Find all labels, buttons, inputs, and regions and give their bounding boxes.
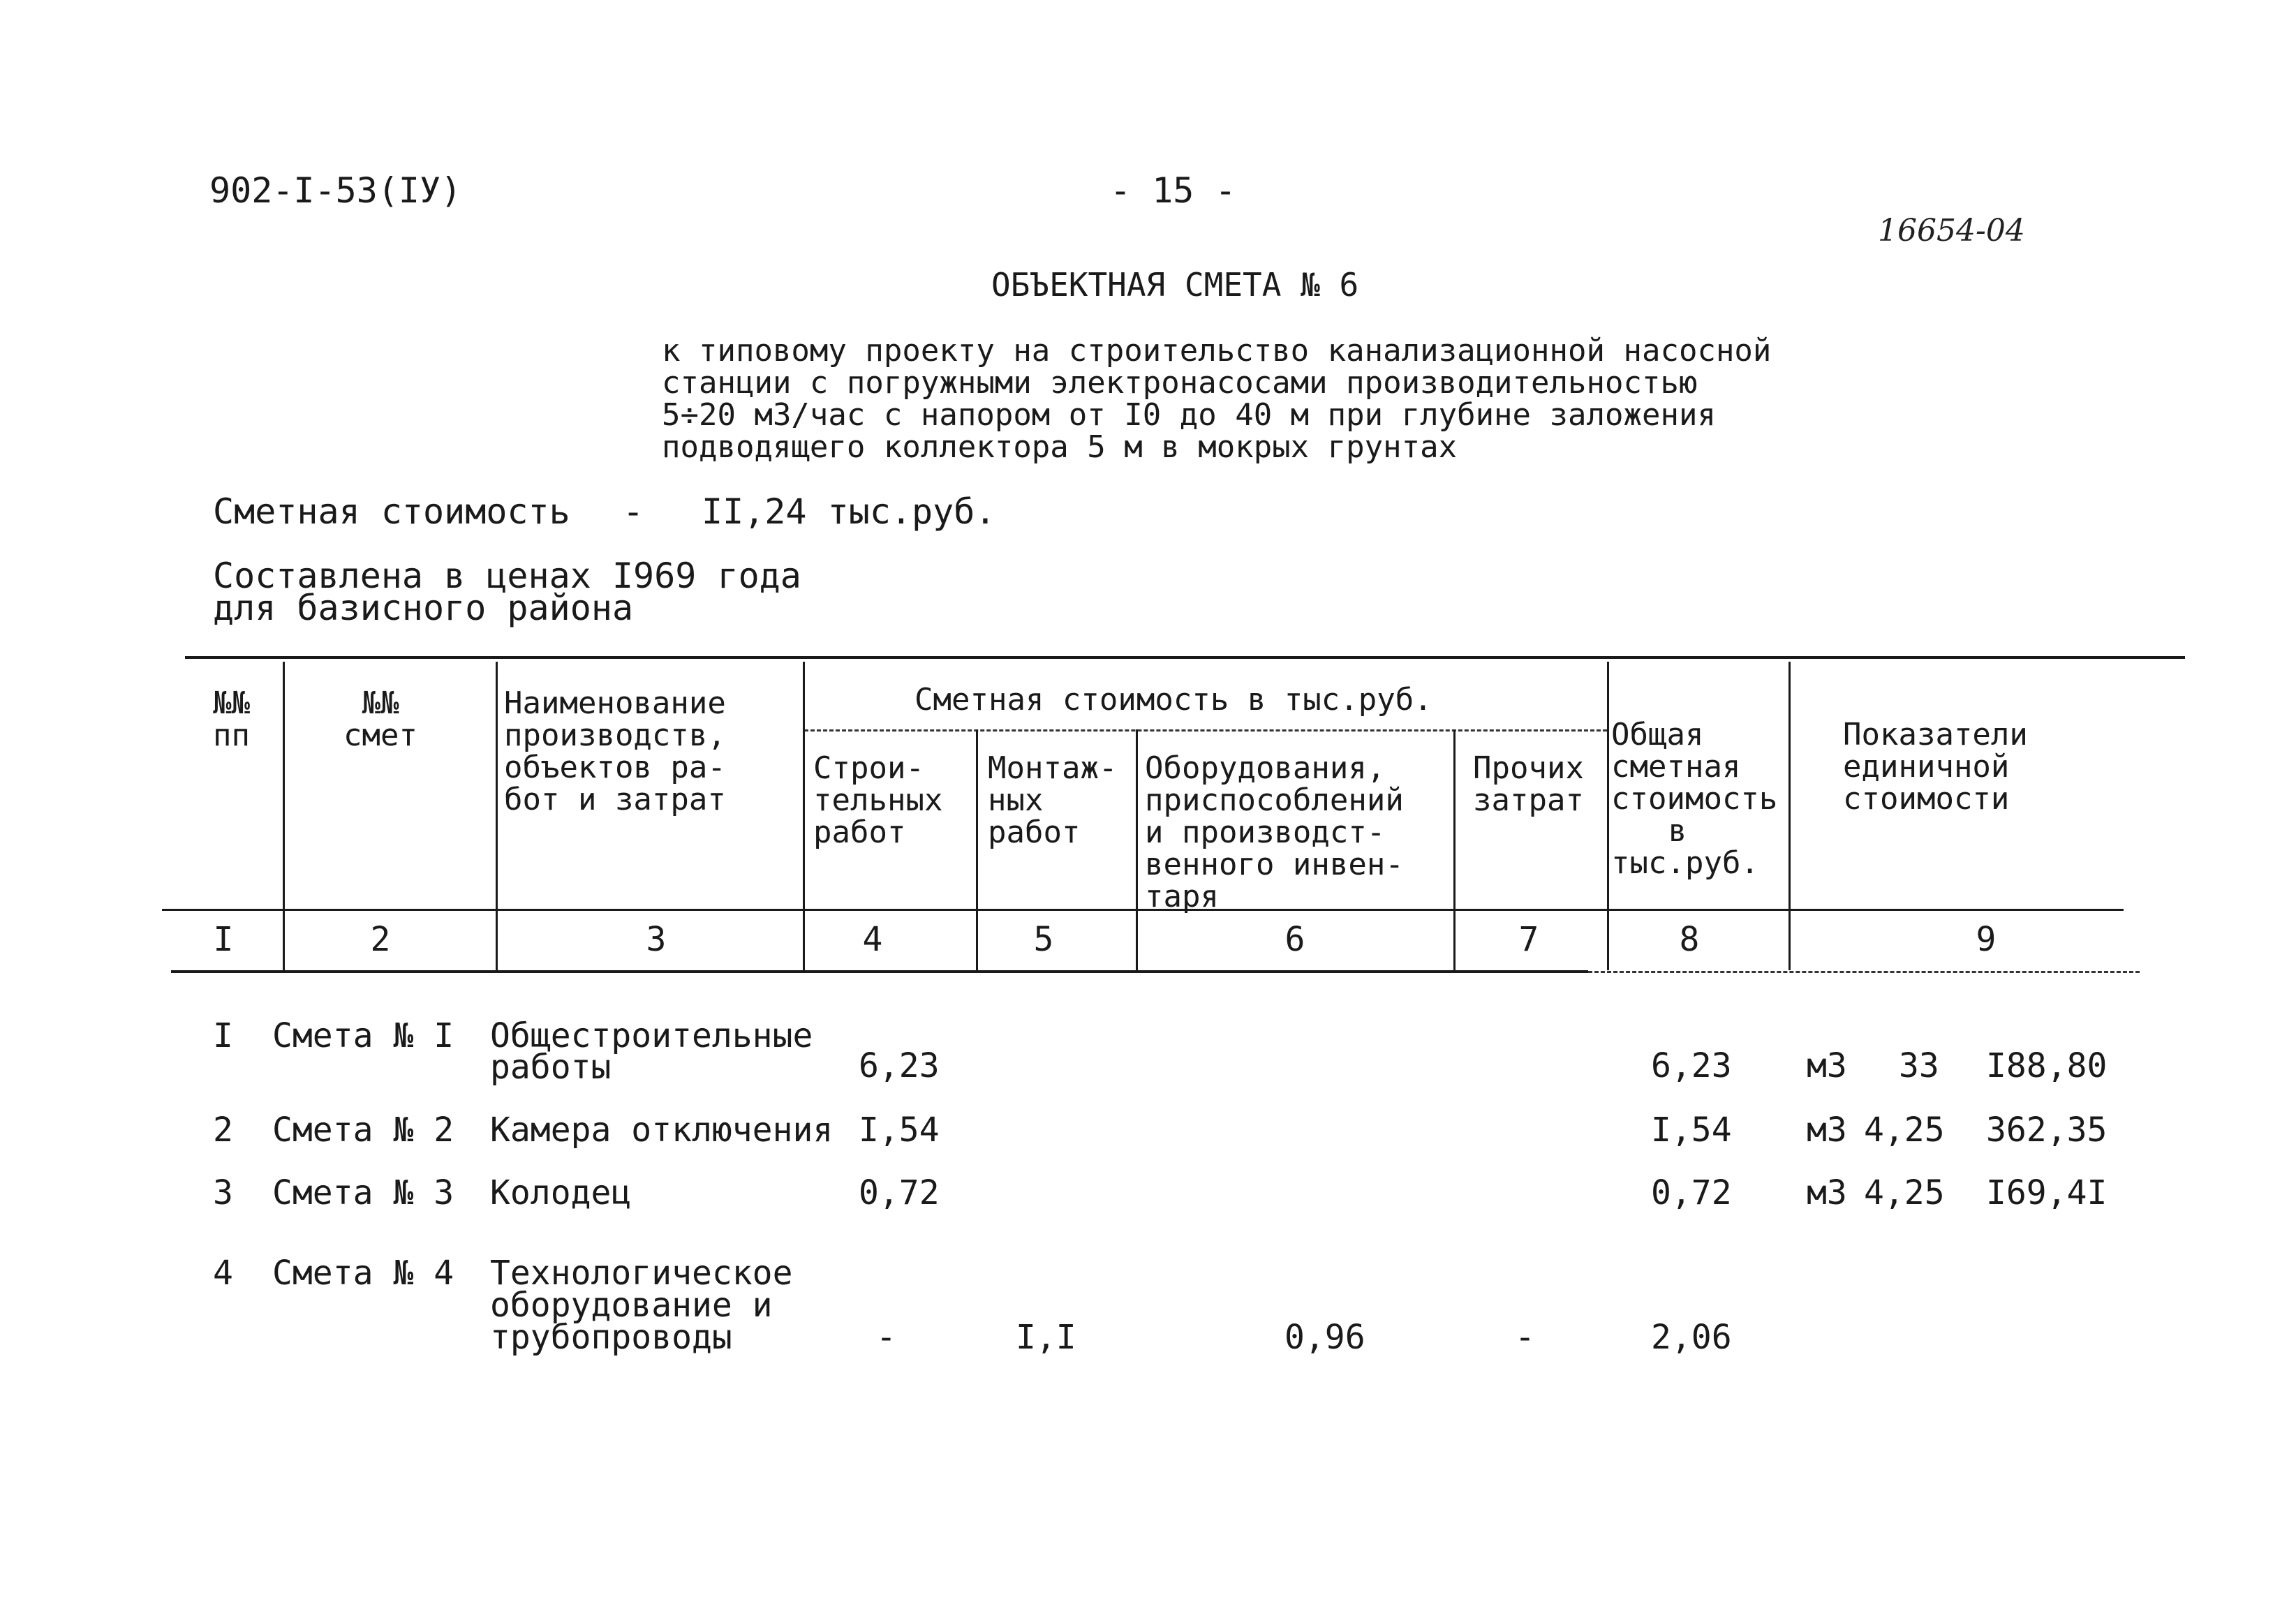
table-row-1-qty: 33 xyxy=(1899,1046,1939,1085)
subtitle-line-3: 5÷20 м3/час с напором от I0 до 40 м при глубине заложения xyxy=(662,397,1716,433)
header-other-costs: Прочих затрат xyxy=(1473,750,1584,818)
header-construction-works: Строи- тельных работ xyxy=(813,750,943,850)
header-unit-cost-indicators: Показатели единичной стоимости xyxy=(1843,717,2028,817)
table-row-3-name-line-1: Колодец xyxy=(490,1173,632,1212)
subtitle-line-1: к типовому проекту на строительство канализационной насосной xyxy=(662,333,1772,369)
header-equipment: Оборудования, приспособлений и производст- венного инвен- таря xyxy=(1145,750,1404,914)
column-number-8: 8 xyxy=(1679,920,1700,959)
column-numbers-rule xyxy=(171,970,1588,973)
table-row-3-qty: 4,25 xyxy=(1864,1173,1945,1212)
cost-label: Сметная стоимость xyxy=(213,491,570,532)
document-code: 902-I-53(IУ) xyxy=(209,170,462,211)
prices-note-line-2: для базисного района xyxy=(213,588,634,628)
divider-col-7 xyxy=(1607,662,1609,970)
table-row-1-total: 6,23 xyxy=(1651,1046,1732,1085)
table-top-rule xyxy=(185,656,2185,659)
header-installation-works: Монтаж- ных работ xyxy=(988,750,1118,850)
column-number-5: 5 xyxy=(1033,920,1054,959)
divider-col-8 xyxy=(1788,662,1791,970)
table-row-4-equipment: 0,96 xyxy=(1284,1318,1365,1357)
table-row-1-name-line-2: работы xyxy=(490,1048,612,1087)
table-row-3-number: 3 xyxy=(213,1173,233,1212)
table-row-1-estimate: Смета № I xyxy=(272,1016,454,1055)
header-cost-group: Сметная стоимость в тыс.руб. xyxy=(914,682,1432,718)
table-row-3-construction: 0,72 xyxy=(859,1173,940,1212)
header-total-cost: Общая сметная стоимость в тыс.руб. xyxy=(1611,717,1778,881)
divider-col-3 xyxy=(803,662,805,970)
table-row-2-unit-cost: 362,35 xyxy=(1986,1111,2108,1150)
table-row-4-name-line-3: трубопроводы xyxy=(490,1318,732,1357)
table-row-3-unit-cost: I69,4I xyxy=(1986,1173,2108,1212)
table-row-1-unit-cost: I88,80 xyxy=(1986,1046,2108,1085)
column-number-4: 4 xyxy=(862,920,883,959)
table-row-4-other: - xyxy=(1515,1318,1535,1357)
table-row-4-estimate: Смета № 4 xyxy=(272,1254,454,1293)
column-numbers-rule-dashed xyxy=(1588,971,2140,973)
divider-col-4 xyxy=(976,729,978,970)
column-number-6: 6 xyxy=(1284,920,1305,959)
cost-value: II,24 тыс.руб. xyxy=(702,491,996,532)
subtitle-line-4: подводящего коллектора 5 м в мокрых грунтах xyxy=(662,429,1458,465)
table-row-1-number: I xyxy=(213,1016,233,1055)
table-row-4-name-line-2: оборудование и xyxy=(490,1286,773,1325)
table-row-3-estimate: Смета № 3 xyxy=(272,1173,454,1212)
column-number-1: I xyxy=(213,920,234,959)
cost-dash: - xyxy=(623,491,644,532)
column-number-3: 3 xyxy=(646,920,667,959)
table-row-2-construction: I,54 xyxy=(859,1111,940,1150)
header-row-number: №№ пп xyxy=(213,685,250,753)
table-row-1-unit: м3 xyxy=(1807,1046,1847,1085)
column-number-9: 9 xyxy=(1976,920,1997,959)
table-row-4-installation: I,I xyxy=(1016,1318,1076,1357)
column-number-7: 7 xyxy=(1518,920,1539,959)
header-name: Наименование производств, объектов ра- бот и затрат xyxy=(504,685,726,817)
header-estimate-number: №№ смет xyxy=(343,685,417,753)
divider-col-5 xyxy=(1136,729,1138,970)
table-row-4-construction: - xyxy=(876,1318,896,1357)
group-header-rule xyxy=(804,729,1607,732)
divider-col-1 xyxy=(283,662,285,970)
table-row-3-unit: м3 xyxy=(1807,1173,1847,1212)
divider-col-2 xyxy=(496,662,498,970)
archive-number: 16654-04 xyxy=(1878,213,2025,248)
table-row-1-construction: 6,23 xyxy=(859,1046,940,1085)
table-row-2-name-line-1: Камера отключения xyxy=(490,1111,834,1150)
divider-col-6 xyxy=(1453,729,1456,970)
page-number: - 15 - xyxy=(1110,170,1236,211)
table-row-2-total: I,54 xyxy=(1651,1111,1732,1150)
table-row-4-name-line-1: Технологическое xyxy=(490,1254,793,1293)
table-row-2-unit: м3 xyxy=(1807,1111,1847,1150)
subtitle-line-2: станции с погружными электронасосами производительностью xyxy=(662,365,1698,401)
table-row-2-number: 2 xyxy=(213,1111,233,1150)
table-row-4-total: 2,06 xyxy=(1651,1318,1732,1357)
table-row-4-number: 4 xyxy=(213,1254,233,1293)
table-header-rule xyxy=(162,909,2124,911)
prices-note-line-1: Составлена в ценах I969 года xyxy=(213,556,801,596)
column-number-2: 2 xyxy=(370,920,391,959)
table-row-2-estimate: Смета № 2 xyxy=(272,1111,454,1150)
table-row-2-qty: 4,25 xyxy=(1864,1111,1945,1150)
document-title: ОБЪЕКТНАЯ СМЕТА № 6 xyxy=(991,266,1359,304)
table-row-1-name-line-1: Общестроительные xyxy=(490,1016,813,1055)
table-row-3-total: 0,72 xyxy=(1651,1173,1732,1212)
